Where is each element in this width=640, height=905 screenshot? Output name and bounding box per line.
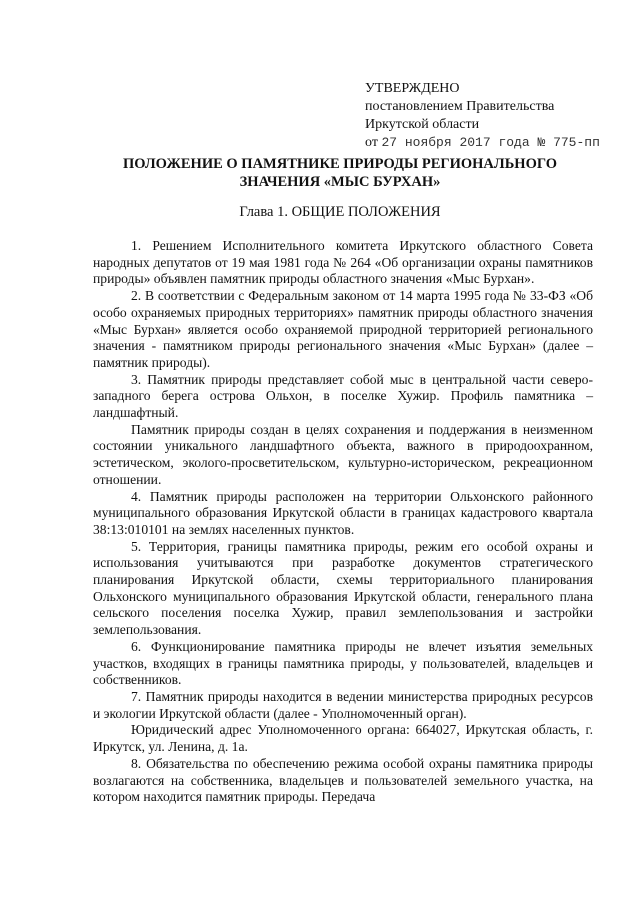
paragraph-3-purpose: Памятник природы создан в целях сохранения и поддержания в неизменном состоянии уникального ландшафтного объекта, важного в природоохранном, эстетическом, эколого-просветительском, культурно-историческом, рекреационном отношении. [93, 421, 593, 487]
approval-region: Иркутской области [365, 117, 480, 132]
paragraph-8: 8. Обязательства по обеспечению режима особой охраны памятника природы возлагаются на собственника, владельцев и пользователей земельного участка, на котором находится памятник природы. Передача [93, 755, 593, 805]
approval-date-prefix: от [365, 135, 378, 150]
paragraph-3: 3. Памятник природы представляет собой мыс в центральной части северо-западного берега острова Ольхон, в поселке Хужир. Профиль памятника – ландшафтный. [93, 371, 593, 421]
document-body [93, 238, 593, 806]
paragraph-1: 1. Решением Исполнительного комитета Иркутского областного Совета народных депутатов от 19 мая 1981 года № 264 «Об организации охраны памятников природы» объявлен памятник природы областного значения «Мыс Бурхан». [93, 238, 593, 287]
paragraph-7: 7. Памятник природы находится в ведении министерства природных ресурсов и экологии Иркутской области (далее - Уполномоченный орган). [93, 688, 593, 721]
paragraph-6: 6. Функционирование памятника природы не влечет изъятия земельных участков, входящих в границы памятника природы, у пользователей, владельцев и собственников. [93, 638, 593, 688]
paragraph-5: 5. Территория, границы памятника природы, режим его особой охраны и использования учитываются при разработке документов стратегического планирования Иркутской области, схемы территориального планирования Ольхонского муниципального образования Иркутской области, генерального плана сельского поселения поселка Хужир, правил землепользования и застройки землепользования. [93, 538, 593, 638]
document-title-line-2: ЗНАЧЕНИЯ «МЫС БУРХАН» [239, 174, 441, 190]
chapter-heading: Глава 1. ОБЩИЕ ПОЛОЖЕНИЯ [239, 204, 441, 220]
approval-heading: УТВЕРЖДЕНО [365, 81, 460, 96]
paragraph-7-address: Юридический адрес Уполномоченного органа: 664027, Иркутская область, г. Иркутск, ул. Ленина, д. 1а. [93, 722, 593, 755]
paragraph-4: 4. Памятник природы расположен на территории Ольхонского районного муниципального образования Иркутской области в границах кадастрового квартала 38:13:010101 на землях населенных пунктов. [93, 488, 593, 537]
paragraph-2: 2. В соответствии с Федеральным законом от 14 марта 1995 года № 33-ФЗ «Об особо охраняемых природных территориях» памятник природы областного значения «Мыс Бурхан» является особо охраняемой природной территорией регионального значения - памятником природы регионального значения «Мыс Бурхан» (далее – памятник природы). [93, 288, 593, 370]
approval-date-line [365, 134, 600, 152]
approval-issuer: постановлением Правительства [365, 99, 555, 114]
document-title-line-1: ПОЛОЖЕНИЕ О ПАМЯТНИКЕ ПРИРОДЫ РЕГИОНАЛЬНОГО [122, 156, 557, 172]
document-title [60, 155, 620, 191]
approval-stamp [365, 80, 600, 152]
approval-date-number: 27 ноября 2017 года № 775-пп [381, 135, 600, 150]
